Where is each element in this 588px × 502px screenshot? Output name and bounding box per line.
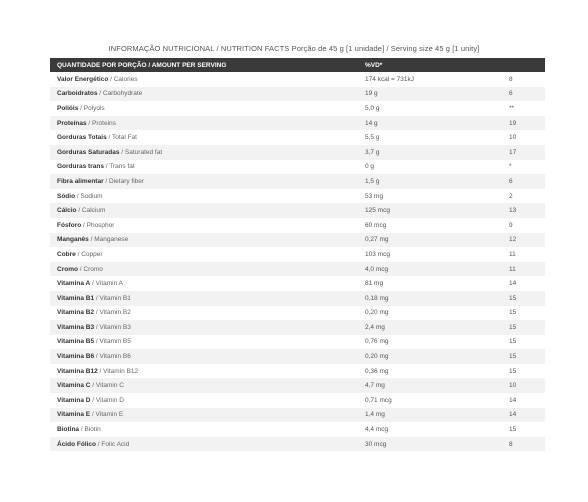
table-row (50, 364, 545, 379)
table-row (50, 349, 545, 364)
nutrient-name-pt: Vitamina B12 (57, 367, 98, 375)
nutrient-name-en: / Folic Acid (96, 440, 130, 448)
nutrient-daily-value: 14 (509, 396, 517, 404)
table-row (50, 393, 545, 408)
nutrient-daily-value: 2 (509, 192, 513, 200)
table-row (50, 72, 545, 87)
nutrient-daily-value: 13 (509, 207, 517, 215)
nutrient-name (50, 426, 361, 433)
nutrient-name-en: / Phosphor (81, 221, 115, 229)
table-row (50, 437, 545, 452)
nutrient-name (50, 280, 361, 287)
table-row (50, 87, 545, 102)
nutrient-name-en: / Vitamin E (90, 411, 124, 419)
nutrient-amount: 19 g (365, 90, 378, 98)
table-caption: INFORMAÇÃO NUTRICIONAL / NUTRITION FACTS Porção de 45 g [1 unidade] / Serving size 45 g [1 unity] (108, 44, 480, 53)
nutrient-name-en: / Dietary fiber (103, 177, 145, 185)
nutrient-amount: 5,5 g (365, 134, 380, 142)
nutrient-amount: 5,0 g (365, 104, 380, 112)
nutrient-name-en: / Proteins (86, 119, 116, 127)
nutrient-amount: 2,4 mg (365, 323, 385, 331)
nutrient-name (50, 338, 361, 345)
nutrient-name (50, 105, 361, 112)
nutrient-name-pt: Manganês (57, 236, 89, 244)
nutrient-amount: 30 mcg (365, 440, 387, 448)
nutrient-name-pt: Proteínas (57, 119, 87, 127)
nutrient-name (50, 295, 361, 302)
nutrient-name (50, 149, 361, 156)
nutrient-name-pt: Vitamina B6 (57, 353, 95, 361)
nutrient-name (50, 222, 361, 229)
nutrient-name-en: / Polyols (78, 104, 105, 112)
nutrient-amount: 0,18 mg (365, 294, 389, 302)
nutrient-name-pt: Vitamina A (57, 280, 91, 288)
nutrient-name-en: / Vitamin B2 (94, 309, 131, 317)
table-row (50, 335, 545, 350)
nutrient-amount: 60 mcg (365, 221, 387, 229)
nutrient-name (50, 368, 361, 375)
nutrient-amount: 4,0 mcg (365, 265, 389, 273)
nutrient-amount: 0,71 mcg (365, 396, 392, 404)
table-row (50, 408, 545, 423)
nutrient-daily-value: 6 (509, 177, 513, 185)
table-row (50, 378, 545, 393)
table-row (50, 189, 545, 204)
nutrient-daily-value: 11 (509, 250, 516, 258)
nutrient-name-en: / Sodium (75, 192, 103, 200)
nutrient-daily-value: 19 (509, 119, 517, 127)
nutrient-name-en: / Carbohydrate (97, 90, 143, 98)
nutrient-amount: 1,4 mg (365, 411, 385, 419)
nutrient-name-pt: Gorduras Totais (57, 134, 107, 142)
nutrient-amount: 14 g (365, 119, 378, 127)
nutrient-name (50, 266, 361, 273)
table-row (50, 247, 545, 262)
nutrient-name (50, 441, 361, 448)
nutrient-daily-value: 8 (509, 440, 513, 448)
nutrient-daily-value: 15 (509, 338, 517, 346)
nutrient-name-pt: Vitamina E (57, 411, 91, 419)
nutrient-name (50, 251, 361, 258)
nutrient-name (50, 397, 361, 404)
table-body (50, 72, 545, 451)
nutrient-name-en: / Cromo (77, 265, 103, 273)
nutrient-amount: 53 mg (365, 192, 384, 200)
nutrient-amount: 1,5 g (365, 177, 380, 185)
nutrient-daily-value: 15 (509, 353, 517, 361)
nutrient-name (50, 382, 361, 389)
nutrient-name-en: / Vitamin B1 (94, 294, 131, 302)
nutrient-name (50, 120, 361, 127)
nutrient-name-pt: Vitamina D (57, 396, 91, 404)
nutrient-daily-value: 9 (509, 221, 513, 229)
nutrient-amount: 0,20 mg (365, 309, 389, 317)
nutrient-daily-value: 6 (509, 90, 513, 98)
nutrient-name-pt: Valor Energético (57, 75, 109, 83)
nutrient-amount: 0,27 mg (365, 236, 389, 244)
nutrient-name-en: / Manganese (88, 236, 129, 244)
nutrient-name-pt: Vitamina C (57, 382, 91, 390)
table-row (50, 262, 545, 277)
nutrient-daily-value: 15 (509, 367, 517, 375)
nutrient-name-en: / Trans fat (103, 163, 135, 171)
nutrient-daily-value: ** (509, 104, 515, 112)
nutrient-amount: 4,7 mg (365, 382, 385, 390)
nutrient-daily-value: 15 (509, 323, 517, 331)
nutrient-name (50, 309, 361, 316)
nutrient-amount: 0,20 mg (365, 353, 389, 361)
table-row (50, 320, 545, 335)
nutrient-name (50, 193, 361, 200)
nutrient-name (50, 76, 361, 83)
nutrient-name (50, 353, 361, 360)
table-row (50, 130, 545, 145)
nutrient-name-pt: Polióis (57, 104, 79, 112)
nutrient-amount: 0,76 mg (365, 338, 389, 346)
table-row (50, 116, 545, 131)
nutrient-name-en: / Vitamin C (90, 382, 124, 390)
nutrient-daily-value: 14 (509, 411, 517, 419)
nutrient-amount: 81 mg (365, 280, 384, 288)
nutrient-name-en: / Vitamin B3 (94, 323, 131, 331)
nutrient-name-en: / Calcium (76, 207, 106, 215)
table-row (50, 145, 545, 160)
nutrient-name-en: / Vitamin B12 (97, 367, 139, 375)
nutrient-name-pt: Vitamina B2 (57, 309, 95, 317)
nutrient-daily-value: 10 (509, 382, 517, 390)
nutrient-name-en: / Total Fat (106, 134, 137, 142)
nutrient-daily-value: 14 (509, 280, 517, 288)
table-row (50, 422, 545, 437)
nutrient-daily-value: 15 (509, 294, 517, 302)
nutrient-daily-value: 15 (509, 426, 517, 434)
nutrient-name-pt: Gorduras trans (57, 163, 104, 171)
nutrient-name-en: / Calories (108, 75, 138, 83)
nutrient-name-pt: Cálcio (57, 207, 77, 215)
nutrient-name-en: / Vitamin D (90, 396, 124, 404)
nutrient-name (50, 178, 361, 185)
nutrient-daily-value: 17 (509, 148, 517, 156)
nutrient-name-en: / Vitamin B5 (94, 338, 131, 346)
table-row (50, 174, 545, 189)
header-daily-value: %VD* (365, 61, 383, 69)
nutrient-name (50, 207, 361, 214)
nutrient-name-pt: Gorduras Saturadas (57, 148, 120, 156)
nutrient-daily-value: 15 (509, 309, 517, 317)
table-row (50, 203, 545, 218)
nutrient-name-en: / Vitamin A (90, 280, 123, 288)
nutrient-name-pt: Vitamina B3 (57, 323, 95, 331)
table-row (50, 160, 545, 175)
header-amount-per-serving: QUANTIDADE POR PORÇÃO / AMOUNT PER SERVING (57, 61, 227, 69)
nutrient-name-pt: Cobre (57, 250, 76, 258)
nutrient-name-pt: Ácido Fólico (57, 440, 96, 448)
nutrient-amount: 4,4 mcg (365, 426, 389, 434)
nutrient-name-pt: Vitamina B5 (57, 338, 95, 346)
nutrient-name-pt: Fibra alimentar (57, 177, 104, 185)
nutrient-name (50, 324, 361, 331)
table-row (50, 306, 545, 321)
nutrient-daily-value: 8 (509, 75, 513, 83)
nutrient-amount: 3,7 g (365, 148, 380, 156)
nutrient-name-pt: Cromo (57, 265, 78, 273)
nutrient-name-en: / Biotin (79, 426, 101, 434)
nutrient-name-pt: Vitamina B1 (57, 294, 95, 302)
table-row (50, 276, 545, 291)
nutrient-name-en: / Saturated fat (119, 148, 163, 156)
nutrient-daily-value: * (509, 163, 512, 171)
table-row (50, 233, 545, 248)
nutrient-name (50, 90, 361, 97)
nutrition-table (50, 58, 545, 451)
nutrient-name-pt: Carboidratos (57, 90, 98, 98)
nutrient-amount: 174 kcal = 731kJ (365, 75, 414, 83)
nutrient-amount: 0,36 mg (365, 367, 389, 375)
nutrient-name (50, 163, 361, 170)
nutrient-daily-value: 12 (509, 236, 517, 244)
table-row (50, 101, 545, 116)
nutrient-amount: 125 mcg (365, 207, 390, 215)
table-header (50, 58, 545, 72)
nutrient-name-en: / Vitamin B6 (94, 353, 131, 361)
nutrient-name-en: / Copper (75, 250, 103, 258)
table-row (50, 218, 545, 233)
nutrient-name (50, 236, 361, 243)
nutrient-name (50, 411, 361, 418)
nutrient-daily-value: 11 (509, 265, 516, 273)
nutrient-amount: 0 g (365, 163, 375, 171)
nutrient-name (50, 134, 361, 141)
nutrient-daily-value: 10 (509, 134, 517, 142)
nutrient-amount: 103 mcg (365, 250, 390, 258)
nutrient-name-pt: Fósforo (57, 221, 82, 229)
nutrient-name-pt: Biotina (57, 426, 80, 434)
nutrient-name-pt: Sódio (57, 192, 76, 200)
table-row (50, 291, 545, 306)
